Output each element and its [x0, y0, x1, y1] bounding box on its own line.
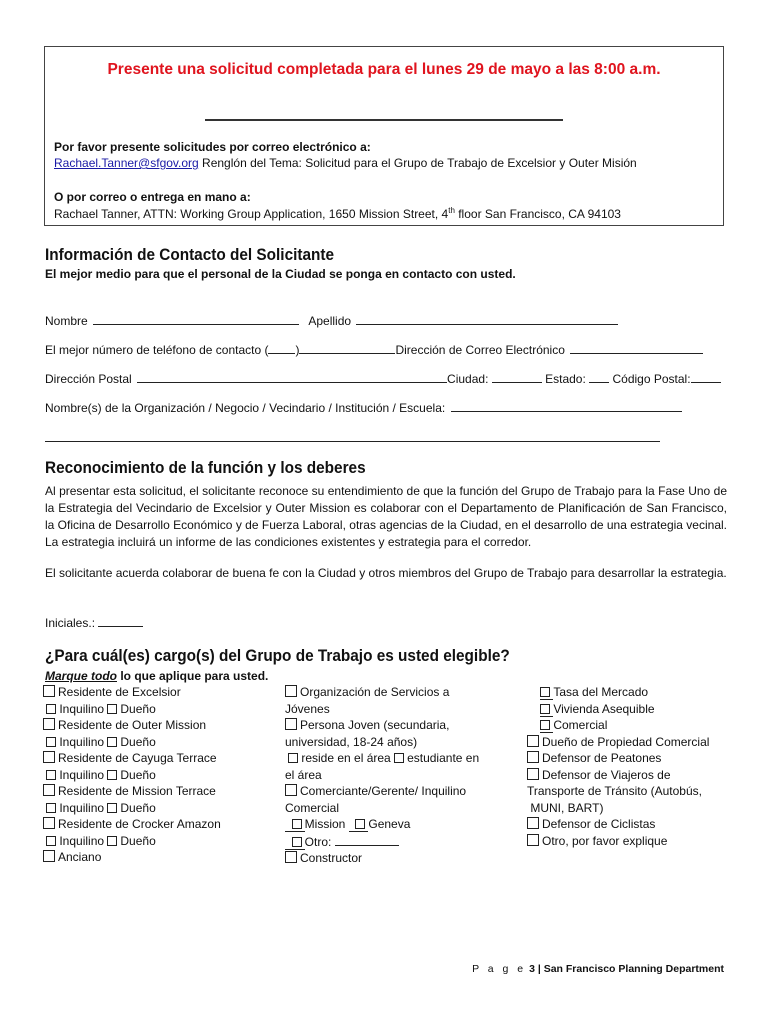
- label-inquilino: Inquilino: [59, 833, 105, 848]
- postal-label: Dirección Postal: [45, 372, 132, 386]
- checkbox-constructor[interactable]: [285, 851, 297, 863]
- postal-field[interactable]: [137, 370, 447, 383]
- instruction-rest: lo que aplique para usted.: [117, 669, 269, 683]
- checkbox-reside[interactable]: [288, 753, 298, 763]
- role-title: Reconocimiento de la función y los deberes: [45, 459, 366, 477]
- name-row: [45, 312, 618, 328]
- checkbox-comercial[interactable]: [540, 720, 550, 730]
- submission-info-box: [44, 46, 724, 226]
- nombre-field[interactable]: [93, 312, 299, 325]
- checkbox-excelsior-inquilino[interactable]: [46, 704, 56, 714]
- checkbox-crocker[interactable]: [43, 817, 55, 829]
- label-tasa-mercado: Tasa del Mercado: [553, 685, 649, 699]
- email-link[interactable]: Rachael.Tanner@sfgov.org: [54, 156, 199, 170]
- correo-field[interactable]: [570, 341, 703, 354]
- label-dueno: Dueño: [120, 800, 156, 815]
- initials-label: Iniciales.:: [45, 616, 96, 630]
- label-inquilino: Inquilino: [59, 734, 105, 749]
- nombre-label: Nombre: [45, 314, 88, 328]
- checkbox-youth-org[interactable]: [285, 685, 297, 697]
- label-youth-org: Organización de Servicios a: [300, 685, 450, 699]
- label-cayuga: Residente de Cayuga Terrace: [58, 751, 217, 765]
- codigo-label: Código Postal:: [612, 372, 691, 386]
- label-inquilino: Inquilino: [59, 767, 105, 782]
- organization-row: [45, 399, 682, 415]
- checkbox-excelsior[interactable]: [43, 685, 55, 697]
- checkbox-tasa-mercado[interactable]: [540, 687, 550, 697]
- eligibility-column-2: [285, 684, 479, 867]
- label-comerciante-cont: Comercial: [285, 800, 340, 815]
- estado-label: Estado:: [545, 372, 586, 386]
- checkbox-estudiante[interactable]: [394, 753, 404, 763]
- phone-row: [45, 341, 703, 357]
- mail-heading: O por correo o entrega en mano a:: [54, 190, 251, 204]
- ciudad-field[interactable]: [492, 370, 542, 383]
- label-excelsior: Residente de Excelsior: [58, 685, 181, 699]
- label-inquilino: Inquilino: [59, 701, 105, 716]
- label-estudiante: estudiante en: [407, 751, 480, 765]
- label-dueno: Dueño: [120, 734, 156, 749]
- checkbox-cayuga[interactable]: [43, 751, 55, 763]
- label-geneva: Geneva: [368, 817, 411, 831]
- contact-title: Información de Contacto del Solicitante: [45, 246, 335, 264]
- label-viajeros: Defensor de Viajeros de: [542, 767, 671, 782]
- label-area: el área: [285, 767, 322, 782]
- label-mission-terrace: Residente de Mission Terrace: [58, 784, 216, 798]
- checkbox-anciano[interactable]: [43, 850, 55, 862]
- organizacion-field-line2[interactable]: [45, 441, 660, 442]
- checkbox-mission-terrace[interactable]: [43, 784, 55, 796]
- label-vivienda-asequible: Vivienda Asequible: [553, 701, 655, 716]
- label-anciano: Anciano: [58, 850, 102, 864]
- checkbox-mission[interactable]: [292, 819, 302, 829]
- label-peatones: Defensor de Peatones: [542, 751, 662, 765]
- telefono-close: ): [295, 343, 300, 357]
- contact-subtitle: El mejor medio para que el personal de la Ciudad se ponga en contacto con usted.: [45, 267, 516, 281]
- estado-field[interactable]: [589, 370, 609, 383]
- label-outer-mission: Residente de Outer Mission: [58, 718, 207, 732]
- deadline-notice: Presente una solicitud completada para el lunes 29 de mayo a las 8:00 a.m.: [107, 61, 661, 78]
- checkbox-comerciante[interactable]: [285, 784, 297, 796]
- checkbox-crocker-dueno[interactable]: [107, 836, 117, 846]
- mail-address: [54, 206, 621, 221]
- divider-line: [205, 119, 563, 121]
- ciudad-label: Ciudad:: [447, 372, 489, 386]
- checkbox-outer-inquilino[interactable]: [46, 737, 56, 747]
- otro-field[interactable]: [335, 833, 399, 846]
- codigo-field[interactable]: [691, 370, 721, 383]
- apellido-field[interactable]: [356, 312, 618, 325]
- telefono-label: El mejor número de teléfono de contacto (: [45, 343, 269, 357]
- eligibility-column-3: [527, 684, 709, 849]
- checkbox-outer-mission[interactable]: [43, 718, 55, 730]
- label-otro-explique: Otro, por favor explique: [542, 833, 668, 848]
- eligibility-column-1: [43, 684, 221, 866]
- checkbox-crocker-inquilino[interactable]: [46, 836, 56, 846]
- page-footer: [472, 963, 724, 975]
- mail-address-text: Rachael Tanner, ATTN: Working Group Application, 1650 Mission Street, 4: [54, 207, 449, 221]
- checkbox-outer-dueno[interactable]: [107, 737, 117, 747]
- checkbox-dueno-propiedad[interactable]: [527, 735, 539, 747]
- instruction-emphasis: Marque todo: [45, 669, 117, 683]
- label-crocker: Residente de Crocker Amazon: [58, 817, 221, 831]
- page-number: 3: [529, 963, 535, 975]
- eligibility-instruction: [45, 669, 268, 683]
- label-youth-person-cont: universidad, 18-24 años): [285, 734, 418, 749]
- checkbox-youth-person[interactable]: [285, 718, 297, 730]
- organizacion-label: Nombre(s) de la Organización / Negocio / Vecindario / Institución / Escuela:: [45, 401, 446, 415]
- eligibility-title: ¿Para cuál(es) cargo(s) del Grupo de Trabajo es usted elegible?: [45, 647, 510, 665]
- correo-label: Dirección de Correo Electrónico: [395, 343, 565, 357]
- label-comerciante: Comerciante/Gerente/ Inquilino: [300, 784, 467, 798]
- label-comercial: Comercial: [553, 718, 608, 732]
- checkbox-cayuga-inquilino[interactable]: [46, 770, 56, 780]
- role-paragraph-2: El solicitante acuerda colaborar de buena fe con la Ciudad y otros miembros del Grupo de Trabajo para desarrollar la estrategia.: [45, 566, 727, 580]
- address-row: [45, 370, 721, 386]
- mail-address-city: floor San Francisco, CA 94103: [454, 207, 621, 221]
- checkbox-vivienda-asequible[interactable]: [540, 704, 550, 714]
- label-constructor: Constructor: [300, 851, 363, 865]
- checkbox-cayuga-dueno[interactable]: [107, 770, 117, 780]
- checkbox-viajeros[interactable]: [527, 768, 539, 780]
- checkbox-otro[interactable]: [292, 837, 302, 847]
- label-youth-org-cont: Jóvenes: [285, 701, 330, 716]
- page-label: P a g e: [472, 963, 527, 975]
- label-mission: Mission: [304, 817, 346, 831]
- label-viajeros-cont: Transporte de Tránsito (Autobús,: [527, 784, 702, 798]
- checkbox-mission-terrace-inquilino[interactable]: [46, 803, 56, 813]
- apellido-label: Apellido: [308, 314, 352, 328]
- checkbox-ciclistas[interactable]: [527, 817, 539, 829]
- label-dueno: Dueño: [120, 767, 156, 782]
- mail-address-sup: th: [448, 206, 455, 215]
- role-paragraph-1: Al presentar esta solicitud, el solicitante reconoce su entendimiento de que la función del Grupo de Trabajo para la Fase Uno de la Estrategia del Vecindario de Excelsior y Outer Mission es colaborar con el Departamento de Planificación de San Francisco, la Oficina de Desarrollo Económico y de Fuerza Laboral, otras agencias de la Ciudad, en el desarrollo de una estrategia vecinal. La estrategia incluirá un informe de las condiciones existentes y estrategia para el corredor.: [45, 484, 727, 549]
- checkbox-otro-explique[interactable]: [527, 834, 539, 846]
- organizacion-field[interactable]: [451, 399, 682, 412]
- area-code-field[interactable]: [268, 341, 295, 354]
- label-dueno: Dueño: [120, 701, 156, 716]
- checkbox-geneva[interactable]: [355, 819, 365, 829]
- checkbox-excelsior-dueno[interactable]: [107, 704, 117, 714]
- telefono-field[interactable]: [299, 341, 395, 354]
- checkbox-mission-terrace-dueno[interactable]: [107, 803, 117, 813]
- label-ciclistas: Defensor de Ciclistas: [542, 817, 656, 831]
- label-viajeros-cont2: MUNI, BART): [530, 800, 604, 815]
- label-dueno-propiedad: Dueño de Propiedad Comercial: [542, 734, 710, 749]
- label-reside: reside en el área: [301, 751, 391, 765]
- department-name: | San Francisco Planning Department: [537, 963, 724, 975]
- email-subject: Renglón del Tema: Solicitud para el Grupo de Trabajo de Excelsior y Outer Misión: [198, 156, 637, 170]
- initials-field[interactable]: [98, 614, 143, 627]
- label-inquilino: Inquilino: [59, 800, 105, 815]
- label-youth-person: Persona Joven (secundaria,: [300, 718, 450, 732]
- label-dueno: Dueño: [120, 833, 156, 848]
- initials-row: [45, 614, 143, 630]
- checkbox-peatones[interactable]: [527, 751, 539, 763]
- label-otro: Otro:: [304, 834, 332, 849]
- email-line: [54, 156, 637, 170]
- email-heading: Por favor presente solicitudes por correo electrónico a:: [54, 140, 371, 154]
